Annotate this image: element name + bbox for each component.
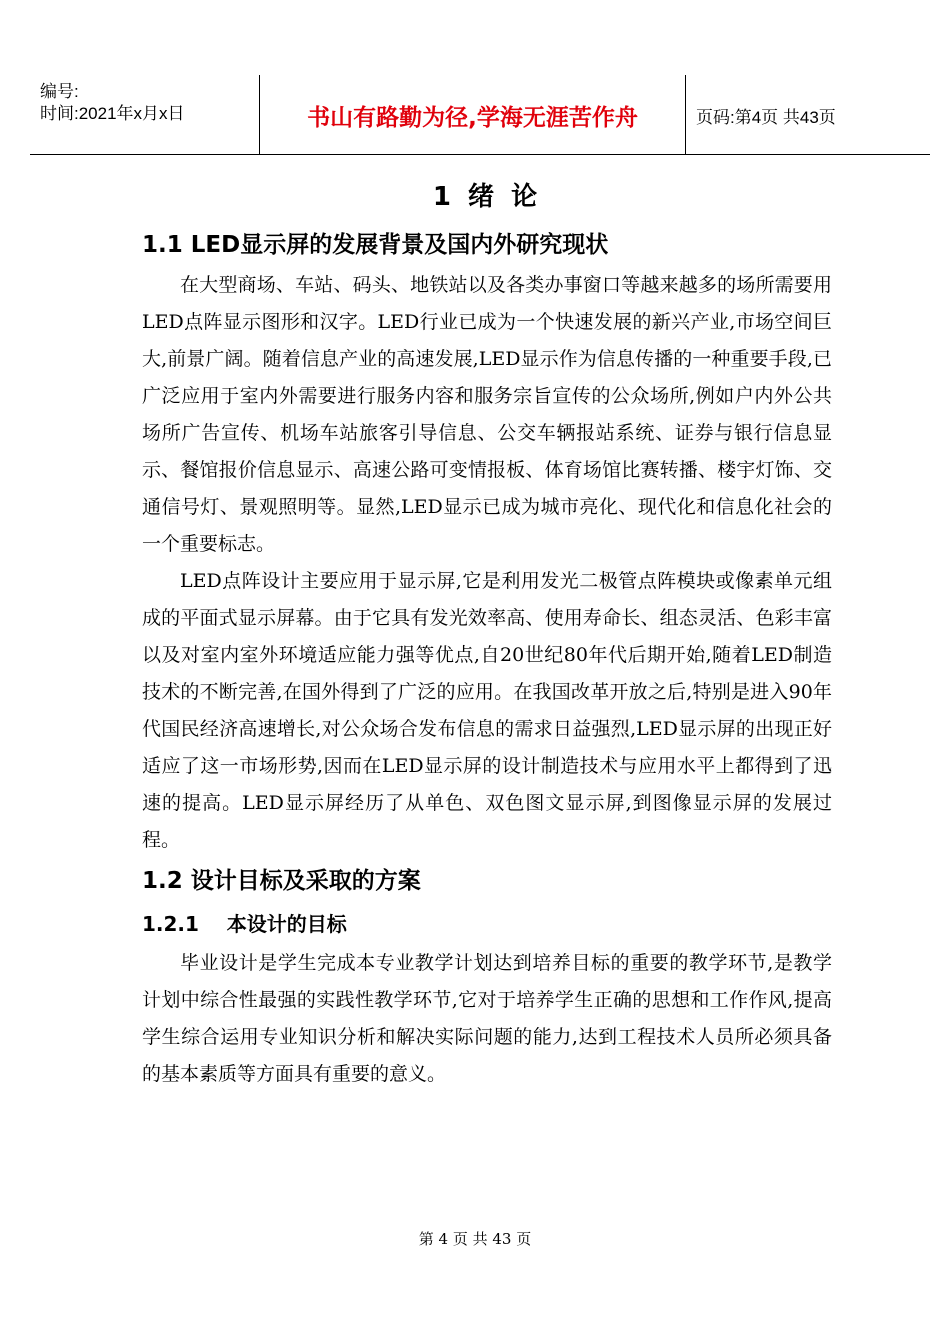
- chapter-title: 1 绪 论: [432, 182, 542, 212]
- header-motto: 书山有路勤为径,学海无涯苦作舟: [307, 104, 638, 131]
- section-heading-1-2: 1.2 设计目标及采取的方案: [142, 868, 421, 894]
- header-page-number: 页码:第4页 共43页: [696, 108, 836, 127]
- header-divider: [685, 75, 686, 155]
- serial-number-label: 编号:: [40, 82, 79, 101]
- page-footer: 第 4 页 共 43 页: [418, 1230, 532, 1248]
- page-header: [30, 75, 930, 155]
- paragraph: 毕业设计是学生完成本专业教学计划达到培养目标的重要的教学环节,是教学计划中综合性最强的实践性教学环节,它对于培养学生正确的思想和工作作风,提高学生综合运用专业知识分析和解决实际问题的能力,达到工程技术人员所必须具备的基本素质等方面具有重要的意义。: [142, 952, 832, 1085]
- paragraph: LED点阵设计主要应用于显示屏,它是利用发光二极管点阵模块或像素单元组成的平面式显示屏幕。由于它具有发光效率高、使用寿命长、组态灵活、色彩丰富以及对室内室外环境适应能力强等优点,自20世纪80年代后期开始,随着LED制造技术的不断完善,在国外得到了广泛的应用。在我国改革开放之后,特别是进入90年代国民经济高速增长,对公众场合发布信息的需求日益强烈,LED显示屏的出现正好适应了这一市场形势,因而在LED显示屏的设计制造技术与应用水平上都得到了迅速的提高。LED显示屏经历了从单色、双色图文显示屏,到图像显示屏的发展过程。: [142, 570, 832, 851]
- paragraph: 在大型商场、车站、码头、地铁站以及各类办事窗口等越来越多的场所需要用LED点阵显示图形和汉字。LED行业已成为一个快速发展的新兴产业,市场空间巨大,前景广阔。随着信息产业的高速发展,LED显示作为信息传播的一种重要手段,已广泛应用于室内外需要进行服务内容和服务宗旨宣传的公众场所,例如户内外公共场所广告宣传、机场车站旅客引导信息、公交车辆报站系统、证券与银行信息显示、餐馆报价信息显示、高速公路可变情报板、体育场馆比赛转播、楼宇灯饰、交通信号灯、景观照明等。显然,LED显示已成为城市亮化、现代化和信息化社会的一个重要标志。: [142, 274, 832, 555]
- header-meta: [40, 81, 260, 125]
- page-body: [142, 175, 832, 1093]
- section-heading-1-1: 1.1 LED显示屏的发展背景及国内外研究现状: [142, 232, 609, 258]
- subsection-heading-1-2-1: 1.2.1 本设计的目标: [142, 912, 347, 936]
- time-label: 时间:2021年x月x日: [40, 104, 185, 123]
